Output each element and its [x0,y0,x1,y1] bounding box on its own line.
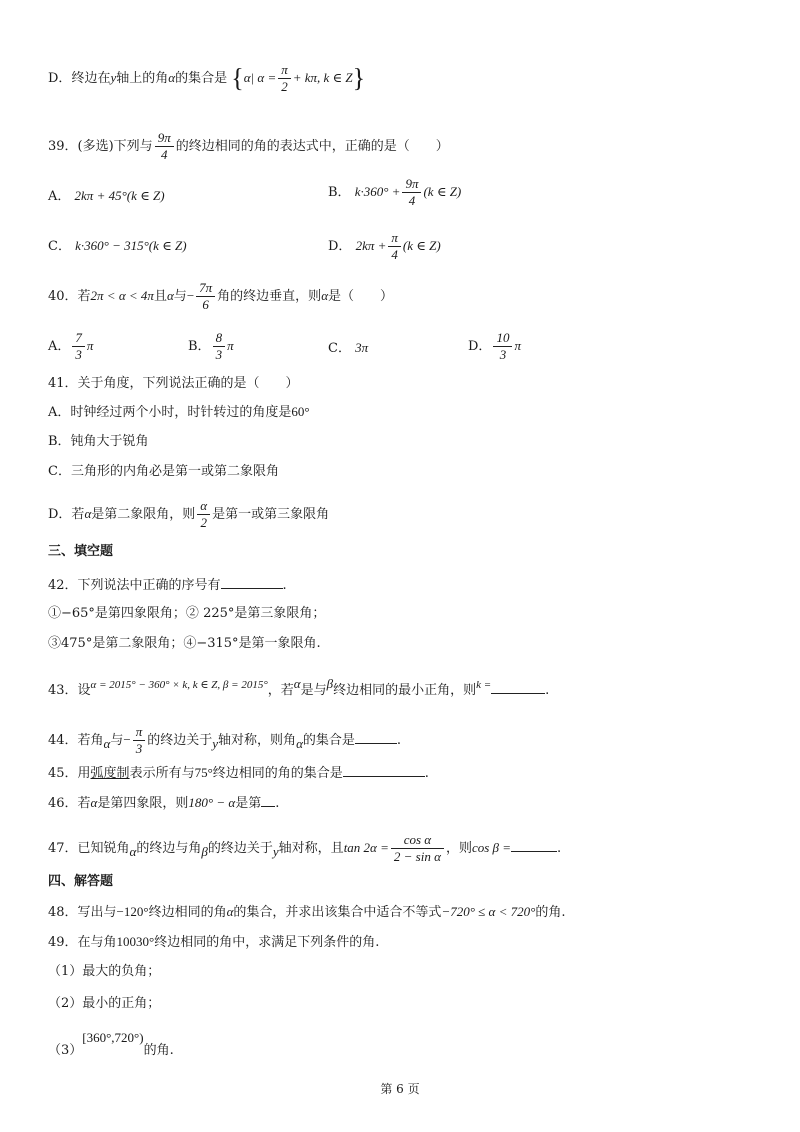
q46-stem: 46．若α是第四象限，则180° − α是第 . [48,792,279,814]
q43-stem: 43．设$^{\alpha = 2015^\circ - 360^\circ \times k, k \in Z, \beta = 2015^\circ}$，若α是与β终边相同的最小正角，则$^{k =}$ . [48,676,550,698]
q42-line-2: ③475°是第二象限角；④−315°是第一象限角. [48,636,321,651]
q41-option-a: A．时钟经过两个小时，时针转过的角度是60° [48,404,310,420]
q39-option-c: C． k·360° − 315°(k ∈ Z) [48,238,187,254]
q45-stem: 45．用弧度制表示所有与75°终边相同的角的集合是 . [48,762,429,784]
q48-stem: 48．写出与−120°终边相同的角α的集合，并求出该集合中适合不等式−720° ≤ α < 720°的角. [48,904,566,920]
section-heading-answer: 四、解答题 [48,874,114,889]
q41-option-b: B．钝角大于锐角 [48,434,149,449]
q42-line-1: ①−65°是第四象限角；② 225°是第三象限角； [48,606,326,621]
q40-option-d: D． $\frac{10}{3}$ π [468,330,521,362]
q38-option-d: D．终边在y轴上的角α的集合是 {α| α = $\frac{\pi}{2}$ + kπ, k ∈ Z} [48,62,366,94]
answer-blank[interactable] [355,729,397,744]
q42-stem: 42．下列说法中正确的序号有 . [48,574,287,596]
q40-option-c: C． 3π [328,340,369,356]
q41-option-c: C．三角形的内角必是第一或第二象限角 [48,464,279,479]
answer-blank[interactable] [491,679,545,694]
q40-option-b: B． $\frac{8}{3}$ π [188,330,234,362]
q41-option-d: D．若α是第二象限角，则 $\frac{\alpha}{2}$ 是第一或第三象限角 [48,498,330,530]
page-number: 第 6 页 [380,1082,420,1096]
q39-option-b: B． k·360° + $\frac{9\pi}{4}$ (k ∈ Z) [328,176,462,208]
q44-stem: 44．若角α与− $\frac{\pi}{3}$ 的终边关于y轴对称，则角α的集合是 . [48,724,402,756]
q49-stem: 49．在与角10030°终边相同的角中，求满足下列条件的角. [48,934,380,950]
answer-blank[interactable] [221,574,283,589]
fraction: $\frac{\pi}{2}$ [278,62,291,95]
q49-part-3: （3）[360°,720°)的角. [48,1030,174,1058]
right-brace: } [352,63,366,93]
answer-blank[interactable] [261,792,275,807]
fraction: $\frac{7\pi}{6}$ [196,280,215,313]
left-brace: { [231,63,244,93]
q49-part-2: （2）最小的正角； [48,996,161,1011]
q47-stem: 47．已知锐角α的终边与角β的终边关于y轴对称，且tan 2α = $\frac{\text{cos α}}{\text{2 − sin α}}$ ，则cos β = . [48,832,562,864]
q39-stem: 39．(多选)下列与 $\frac{9\pi}{4}$ 的终边相同的角的表达式中，正确的是（ ） [48,130,449,162]
answer-blank[interactable] [343,762,425,777]
section-heading-fill-in: 三、填空题 [48,544,114,559]
q39-option-d: D． 2kπ + $\frac{\pi}{4}$ (k ∈ Z) [328,230,441,262]
q40-option-a: A． $\frac{7}{3}$ π [48,330,94,362]
answer-blank[interactable] [511,837,557,852]
fraction: $\frac{\pi}{4}$ [388,230,401,263]
q41-stem: 41．关于角度，下列说法正确的是（ ） [48,376,299,391]
q49-part-1: （1）最大的负角； [48,964,161,979]
q39-option-a: A． 2kπ + 45°(k ∈ Z) [48,188,165,204]
fraction: $\frac{9\pi}{4}$ [155,130,174,163]
fraction: $\frac{9\pi}{4}$ [402,176,421,209]
q40-stem: 40．若2π < α < 4π且α与− $\frac{7\pi}{6}$ 角的终边垂直，则α是（ ） [48,280,394,312]
